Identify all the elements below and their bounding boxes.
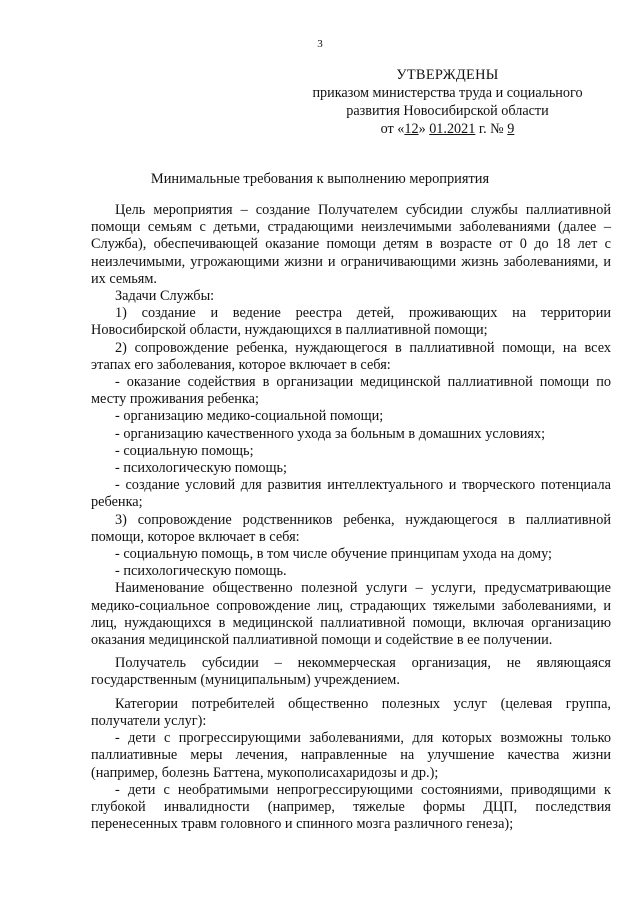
approval-block bbox=[300, 66, 595, 138]
paragraph-category-item: - дети с прогрессирующими заболеваниями, для которых возможны только паллиативные меры лечения, направленные на улучшение качества жизни (например, болезнь Баттена, мукополисахаридозы и др.); bbox=[91, 730, 611, 781]
approval-line-region: развития Новосибирской области bbox=[346, 103, 549, 119]
paragraph-task-2: 2) сопровождение ребенка, нуждающегося в паллиативной помощи, на всех этапах его заболевания, которое включает в себя: bbox=[91, 339, 611, 373]
paragraph-recipient: Получатель субсидии – некоммерческая организация, не являющаяся государственным (муниципальным) учреждением. bbox=[91, 655, 611, 689]
approval-date-suffix: г. № bbox=[475, 121, 508, 137]
approval-date-prefix: от « bbox=[380, 121, 405, 137]
approval-date-day: 12 bbox=[404, 121, 419, 137]
document-body bbox=[91, 202, 611, 833]
paragraph-task-2-item: - создание условий для развития интеллектуального и творческого потенциала ребенка; bbox=[91, 477, 611, 511]
approval-heading: УТВЕРЖДЕНЫ bbox=[396, 67, 499, 83]
paragraph-category-item: - дети с необратимыми непрогрессирующими состояниями, приводящими к глубокой инвалидности (например, тяжелые формы ДЦП, последствия перенесенных травм головного и спинного мозга различного генеза); bbox=[91, 781, 611, 833]
paragraph-task-3-item: - социальную помощь, в том числе обучение принципам ухода на дому; bbox=[115, 546, 553, 563]
document-title: Минимальные требования к выполнению мероприятия bbox=[150, 171, 490, 187]
paragraph-task-1: 1) создание и ведение реестра детей, проживающих на территории Новосибирской области, нуждающихся в паллиативной помощи; bbox=[91, 305, 611, 339]
paragraph-tasks-heading: Задачи Службы: bbox=[115, 288, 215, 305]
paragraph-task-2-item: - организацию качественного ухода за больным в домашних условиях; bbox=[115, 425, 546, 442]
paragraph-goal: Цель мероприятия – создание Получателем субсидии службы паллиативной помощи семьям с детьми, страдающими неизлечимыми заболеваниями (далее – Служба), обеспечивающей оказание помощи детям в возрасте от 0 до 18 лет с неизлечимыми, угрожающими жизни и ограничивающими жизнь заболеваниями, и их семьям. bbox=[91, 202, 611, 287]
paragraph-categories: Категории потребителей общественно полезных услуг (целевая группа, получатели услуг): bbox=[91, 695, 611, 729]
approval-date-mid: » bbox=[418, 121, 430, 137]
paragraph-task-3: 3) сопровождение родственников ребенка, нуждающегося в паллиативной помощи, которое включает в себя: bbox=[91, 511, 611, 545]
approval-date-line bbox=[300, 120, 595, 138]
paragraph-task-3-item: - психологическую помощь. bbox=[115, 563, 287, 580]
approval-date-month-year: 01.2021 bbox=[429, 121, 476, 137]
approval-order-number: 9 bbox=[507, 121, 515, 137]
page-number: 3 bbox=[317, 38, 323, 50]
paragraph-task-2-item: - организацию медико-социальной помощи; bbox=[115, 408, 384, 425]
paragraph-task-2-item: - психологическую помощь; bbox=[115, 460, 287, 477]
paragraph-service-name: Наименование общественно полезной услуги – услуги, предусматривающие медико-социальное сопровождение лиц, страдающих тяжелыми заболеваниями, и лиц, нуждающихся в медицинской паллиативной помощи, включая организацию оказания медицинской паллиативной помощи и содействие в ее получении. bbox=[91, 580, 611, 649]
approval-line-ministry: приказом министерства труда и социального bbox=[312, 85, 583, 101]
paragraph-task-2-item: - социальную помощь; bbox=[115, 442, 254, 459]
paragraph-task-2-item: - оказание содействия в организации медицинской паллиативной помощи по месту проживания ребенка; bbox=[91, 374, 611, 408]
